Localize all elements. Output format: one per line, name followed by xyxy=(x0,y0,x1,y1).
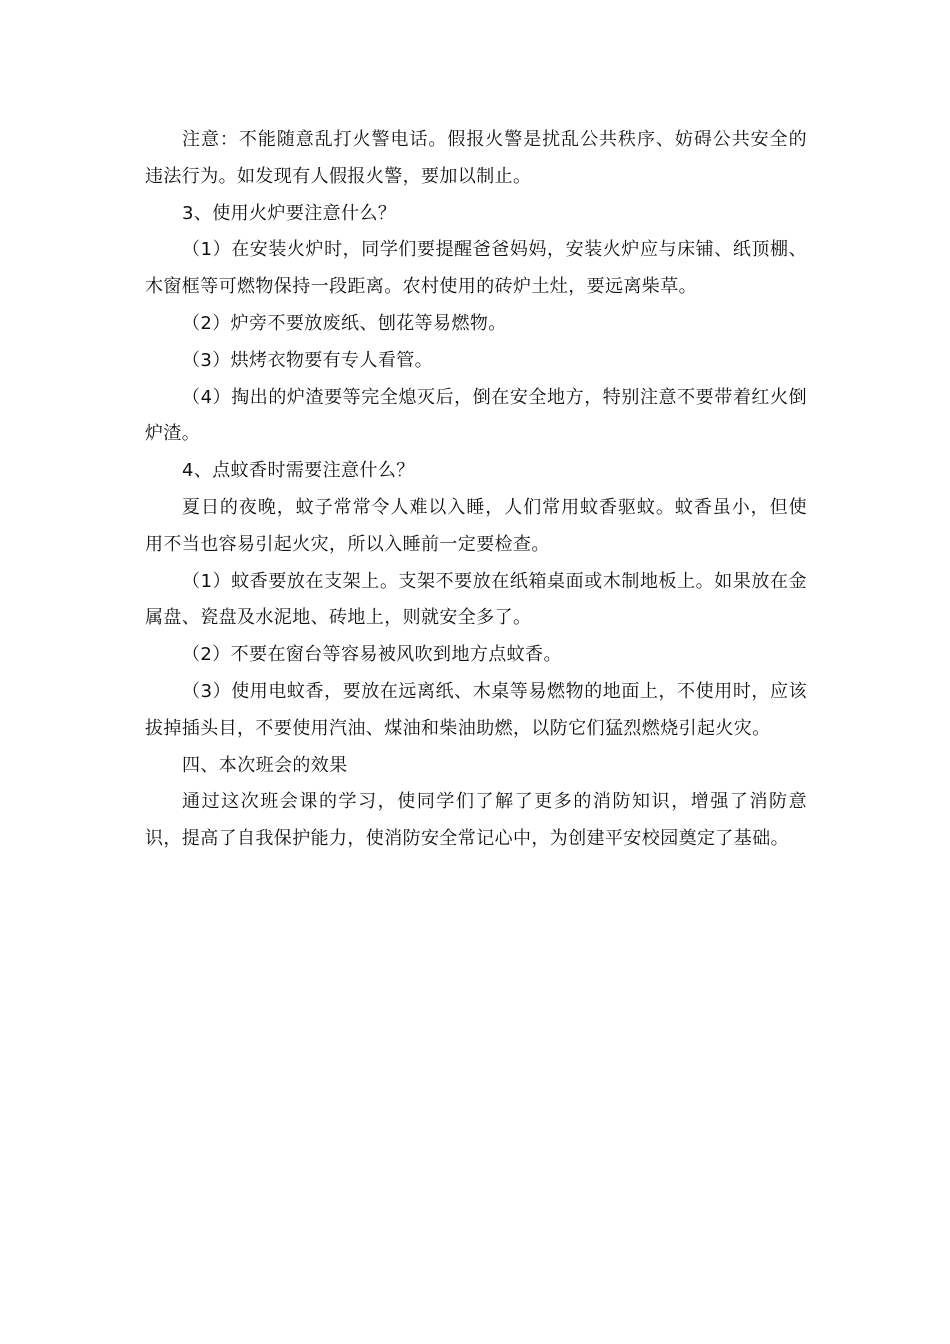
mosquito-coil-intro: 夏日的夜晚，蚊子常常令人难以入睡，人们常用蚊香驱蚊。蚊香虽小，但使用不当也容易引起火灾，所以入睡前一定要检查。 xyxy=(145,496,807,555)
stove-item-2: （2）炉旁不要放废纸、刨花等易燃物。 xyxy=(182,312,507,334)
stove-item-1: （1）在安装火炉时，同学们要提醒爸爸妈妈，安装火炉应与床铺、纸顶棚、木窗框等可燃物保持一段距离。农村使用的砖炉土灶，要远离柴草。 xyxy=(145,239,807,298)
section-heading-mosquito-coil: 4、点蚊香时需要注意什么？ xyxy=(182,460,415,482)
mosquito-coil-item-3: （3）使用电蚊香，要放在远离纸、木桌等易燃物的地面上，不使用时，应该拔掉插头目，不要使用汽油、煤油和柴油助燃，以防它们猛烈燃烧引起火灾。 xyxy=(145,680,807,739)
mosquito-coil-item-1: （1）蚊香要放在支架上。支架不要放在纸箱桌面或木制地板上。如果放在金属盘、瓷盘及水泥地、砖地上，则就安全多了。 xyxy=(145,570,807,629)
section-heading-effect: 四、本次班会的效果 xyxy=(182,754,348,776)
effect-paragraph: 通过这次班会课的学习，使同学们了解了更多的消防知识，增强了消防意识，提高了自我保护能力，使消防安全常记心中，为创建平安校园奠定了基础。 xyxy=(145,791,807,850)
note-paragraph: 注意：不能随意乱打火警电话。假报火警是扰乱公共秩序、妨碍公共安全的违法行为。如发现有人假报火警，要加以制止。 xyxy=(145,129,807,187)
document-page xyxy=(145,122,807,858)
section-heading-stove: 3、使用火炉要注意什么？ xyxy=(182,202,397,224)
stove-item-4: （4）掏出的炉渣要等完全熄灭后，倒在安全地方，特别注意不要带着红火倒炉渣。 xyxy=(145,386,807,445)
mosquito-coil-item-2: （2）不要在窗台等容易被风吹到地方点蚊香。 xyxy=(182,644,562,666)
stove-item-3: （3）烘烤衣物要有专人看管。 xyxy=(182,349,434,371)
